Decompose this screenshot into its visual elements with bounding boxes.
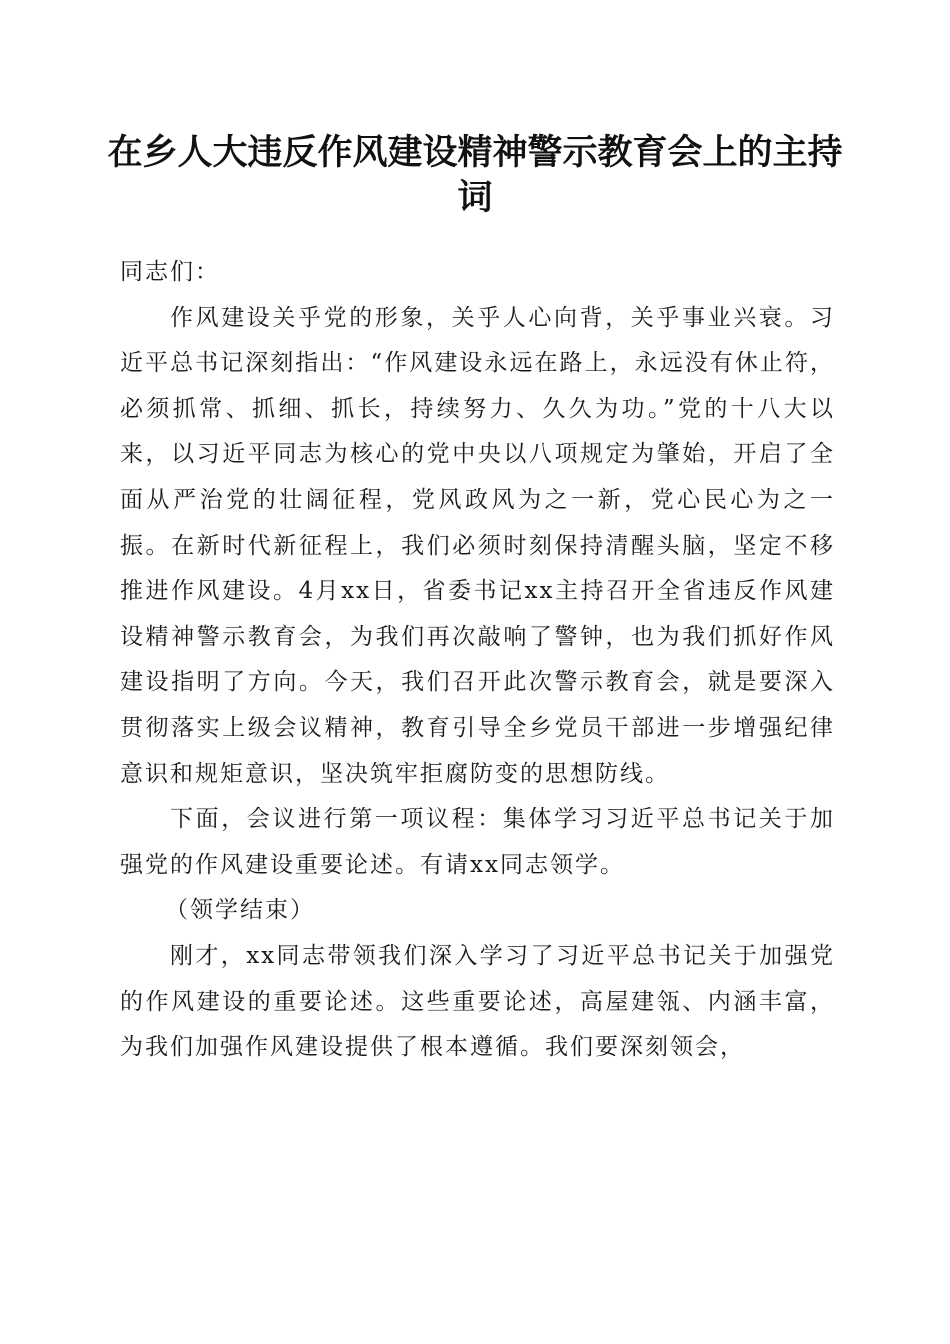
stage-note: （领学结束） — [165, 897, 315, 924]
salutation: 同志们： — [120, 259, 220, 285]
document-body — [120, 250, 835, 1071]
paragraph-agenda-item-1: 下面，会议进行第一项议程：集体学习习近平总书记关于加强党的作风建设重要论述。有请xx同志领学。 — [120, 806, 835, 878]
paragraph-summary: 刚才，xx同志带领我们深入学习了习近平总书记关于加强党的作风建设的重要论述。这些重要论述，高屋建瓴、内涵丰富，为我们加强作风建设提供了根本遵循。我们要深刻领会， — [120, 942, 835, 1061]
paragraph-intro: 作风建设关乎党的形象，关乎人心向背，关乎事业兴衰。习近平总书记深刻指出：“作风建设永远在路上，永远没有休止符，必须抓常、抓细、抓长，持续努力、久久为功。”党的十八大以来，以习近平同志为核心的党中央以八项规定为肇始，开启了全面从严治党的壮阔征程，党风政风为之一新，党心民心为之一振。在新时代新征程上，我们必须时刻保持清醒头脑，坚定不移推进作风建设。4月xx日，省委书记xx主持召开全省违反作风建设精神警示教育会，为我们再次敲响了警钟，也为我们抓好作风建设指明了方向。今天，我们召开此次警示教育会，就是要深入贯彻落实上级会议精神，教育引导全乡党员干部进一步增强纪律意识和规矩意识，坚决筑牢拒腐防变的思想防线。 — [120, 304, 835, 787]
document-title: 在乡人大违反作风建设精神警示教育会上的主持词 — [107, 132, 843, 218]
